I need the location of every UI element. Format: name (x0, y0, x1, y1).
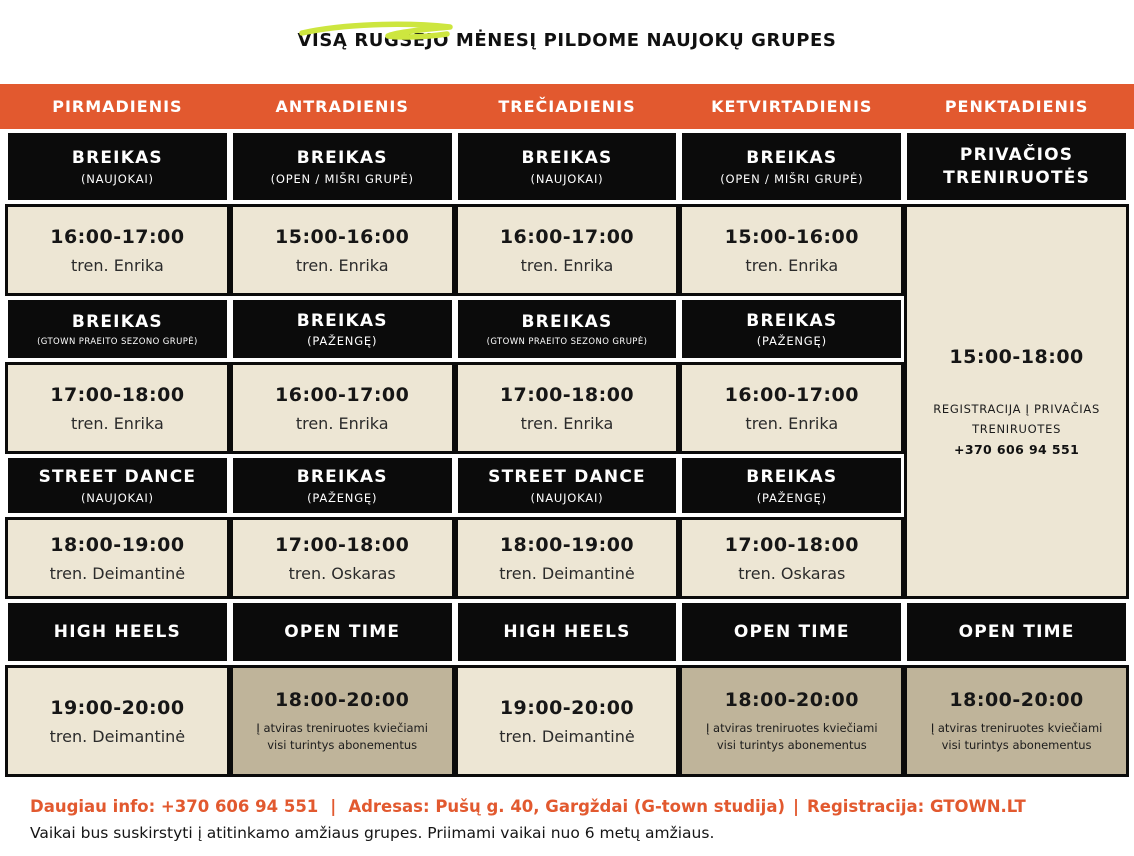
separator: | (330, 797, 337, 816)
slot-trainer: tren. Enrika (71, 255, 164, 275)
class-title: OPEN TIME (733, 621, 850, 642)
slot-time: 18:00-19:00 (499, 533, 635, 556)
class-title: OPEN TIME (284, 621, 401, 642)
class-subtitle: (GTOWN PRAEITO SEZONO GRUPĖ) (37, 337, 198, 348)
slot-trainer: tren. Enrika (745, 413, 839, 433)
slot-time: 17:00-18:00 (275, 533, 410, 556)
page-title: VISĄ RUGSĖJO MĖNESĮ PILDOME NAUJOKŲ GRUPES (297, 30, 837, 51)
class-header (8, 300, 227, 358)
slot-time: 16:00-17:00 (499, 225, 635, 248)
time-slot (230, 204, 455, 296)
slot-trainer: tren. Oskaras (288, 563, 396, 583)
slot-trainer: tren. Deimantinė (49, 726, 186, 746)
time-slot (455, 665, 680, 777)
schedule-grid (8, 133, 1126, 777)
slot-time: 18:00-20:00 (724, 688, 859, 711)
class-subtitle: (OPEN / MIŠRI GRUPĖ) (270, 171, 414, 186)
time-slot (5, 517, 230, 599)
slot-trainer: tren. Deimantinė (49, 563, 186, 583)
class-title: BREIKAS (746, 148, 838, 169)
class-header (907, 603, 1126, 661)
open-time-slot (679, 665, 904, 777)
slot-note: Į atviras treniruotes kviečiami visi turintys abonementus (706, 720, 878, 752)
time-slot (455, 362, 680, 454)
class-header (682, 458, 901, 513)
address: Adresas: Pušų g. 40, Gargždai (G-town studija) (348, 797, 786, 816)
class-header (233, 603, 452, 661)
class-header (682, 603, 901, 661)
slot-time: 15:00-16:00 (724, 225, 859, 248)
class-title: BREIKAS (296, 467, 388, 488)
slot-time: 19:00-20:00 (499, 696, 635, 719)
class-title: STREET DANCE (38, 467, 197, 488)
class-header (8, 133, 227, 200)
time-slot (455, 517, 680, 599)
class-title: BREIKAS (296, 310, 388, 331)
day-label-penktadienis: PENKTADIENIS (944, 97, 1089, 116)
class-title: BREIKAS (296, 148, 388, 169)
class-subtitle: (PAŽENGĘ) (307, 490, 378, 505)
slot-time: 16:00-17:00 (50, 225, 185, 248)
class-title: BREIKAS (71, 311, 163, 332)
footer (30, 797, 1134, 842)
open-time-slot (904, 665, 1129, 777)
class-header (907, 133, 1126, 200)
day-label-ketvirtadienis: KETVIRTADIENIS (711, 97, 873, 116)
time-slot (230, 517, 455, 599)
time-slot (679, 517, 904, 599)
day-label-pirmadienis: PIRMADIENIS (52, 97, 183, 116)
class-title: BREIKAS (71, 148, 163, 169)
private-training-slot (904, 204, 1129, 599)
class-header (458, 603, 677, 661)
class-title: PRIVAČIOS TRENIRUOTĖS (943, 145, 1091, 188)
class-header (233, 300, 452, 358)
age-note: Vaikai bus suskirstyti į atitinkamo amžiaus grupes. Priimami vaikai nuo 6 metų amžiaus. (30, 824, 715, 842)
day-header-row (0, 84, 1134, 129)
class-title: BREIKAS (746, 467, 838, 488)
separator: | (793, 797, 800, 816)
class-title: BREIKAS (746, 310, 838, 331)
class-subtitle: (PAŽENGĘ) (756, 334, 827, 349)
slot-time: 18:00-20:00 (949, 688, 1084, 711)
poster-header (0, 0, 1134, 84)
class-title: BREIKAS (521, 148, 613, 169)
class-subtitle: (NAUJOKAI) (530, 490, 604, 505)
time-slot (5, 362, 230, 454)
class-header (458, 300, 677, 358)
class-subtitle: (PAŽENGĘ) (307, 334, 378, 349)
class-header (682, 300, 901, 358)
slot-time: 18:00-20:00 (275, 688, 410, 711)
class-header (233, 133, 452, 200)
time-slot (679, 362, 904, 454)
class-header (682, 133, 901, 200)
class-subtitle: (PAŽENGĘ) (756, 490, 827, 505)
registration-link: Registracija: GTOWN.LT (807, 797, 1026, 816)
day-label-treciadienis: TREČIADIENIS (498, 97, 636, 116)
class-title: STREET DANCE (488, 467, 646, 488)
slot-note: Į atviras treniruotes kviečiami visi turintys abonementus (930, 720, 1103, 752)
registration-note: REGISTRACIJA Į PRIVAČIAS TRENIRUOTES (933, 402, 1100, 436)
slot-time: 19:00-20:00 (50, 696, 185, 719)
class-title: HIGH HEELS (503, 621, 631, 642)
underline-squiggle-icon (298, 19, 458, 45)
class-subtitle: (NAUJOKAI) (80, 171, 154, 186)
slot-trainer: tren. Enrika (295, 413, 389, 433)
slot-trainer: tren. Enrika (745, 255, 839, 275)
time-slot (679, 204, 904, 296)
slot-trainer: tren. Oskaras (738, 563, 846, 583)
class-subtitle: (GTOWN PRAEITO SEZONO GRUPĖ) (486, 337, 648, 348)
class-header (233, 458, 452, 513)
slot-note: Į atviras treniruotes kviečiami visi turintys abonementus (256, 720, 428, 752)
class-subtitle: (NAUJOKAI) (80, 490, 154, 505)
class-header (458, 133, 677, 200)
slot-time: 18:00-19:00 (50, 533, 185, 556)
slot-trainer: tren. Enrika (295, 255, 389, 275)
info-phone: Daugiau info: +370 606 94 551 (30, 797, 319, 816)
time-slot (230, 362, 455, 454)
open-time-slot (230, 665, 455, 777)
class-subtitle: (OPEN / MIŠRI GRUPĖ) (720, 171, 864, 186)
phone-number: +370 606 94 551 (953, 441, 1080, 457)
slot-trainer: tren. Deimantinė (499, 563, 635, 583)
time-slot (5, 204, 230, 296)
class-header (8, 458, 227, 513)
slot-trainer: tren. Enrika (71, 413, 164, 433)
class-title: HIGH HEELS (53, 621, 181, 642)
class-title: BREIKAS (521, 311, 613, 332)
contact-line (30, 797, 1134, 816)
day-label-antradienis: ANTRADIENIS (275, 97, 409, 116)
slot-time: 16:00-17:00 (275, 383, 410, 406)
slot-time: 15:00-18:00 (949, 346, 1084, 369)
slot-time: 16:00-17:00 (724, 383, 859, 406)
slot-trainer: tren. Enrika (520, 413, 614, 433)
class-header (8, 603, 227, 661)
time-slot (455, 204, 680, 296)
class-title: OPEN TIME (958, 621, 1075, 642)
class-header (458, 458, 677, 513)
slot-time: 15:00-16:00 (275, 225, 410, 248)
slot-time: 17:00-18:00 (724, 533, 859, 556)
slot-trainer: tren. Enrika (520, 255, 614, 275)
slot-trainer: tren. Deimantinė (499, 726, 635, 746)
slot-time: 17:00-18:00 (50, 383, 185, 406)
slot-time: 17:00-18:00 (499, 383, 635, 406)
time-slot (5, 665, 230, 777)
class-subtitle: (NAUJOKAI) (530, 171, 604, 186)
